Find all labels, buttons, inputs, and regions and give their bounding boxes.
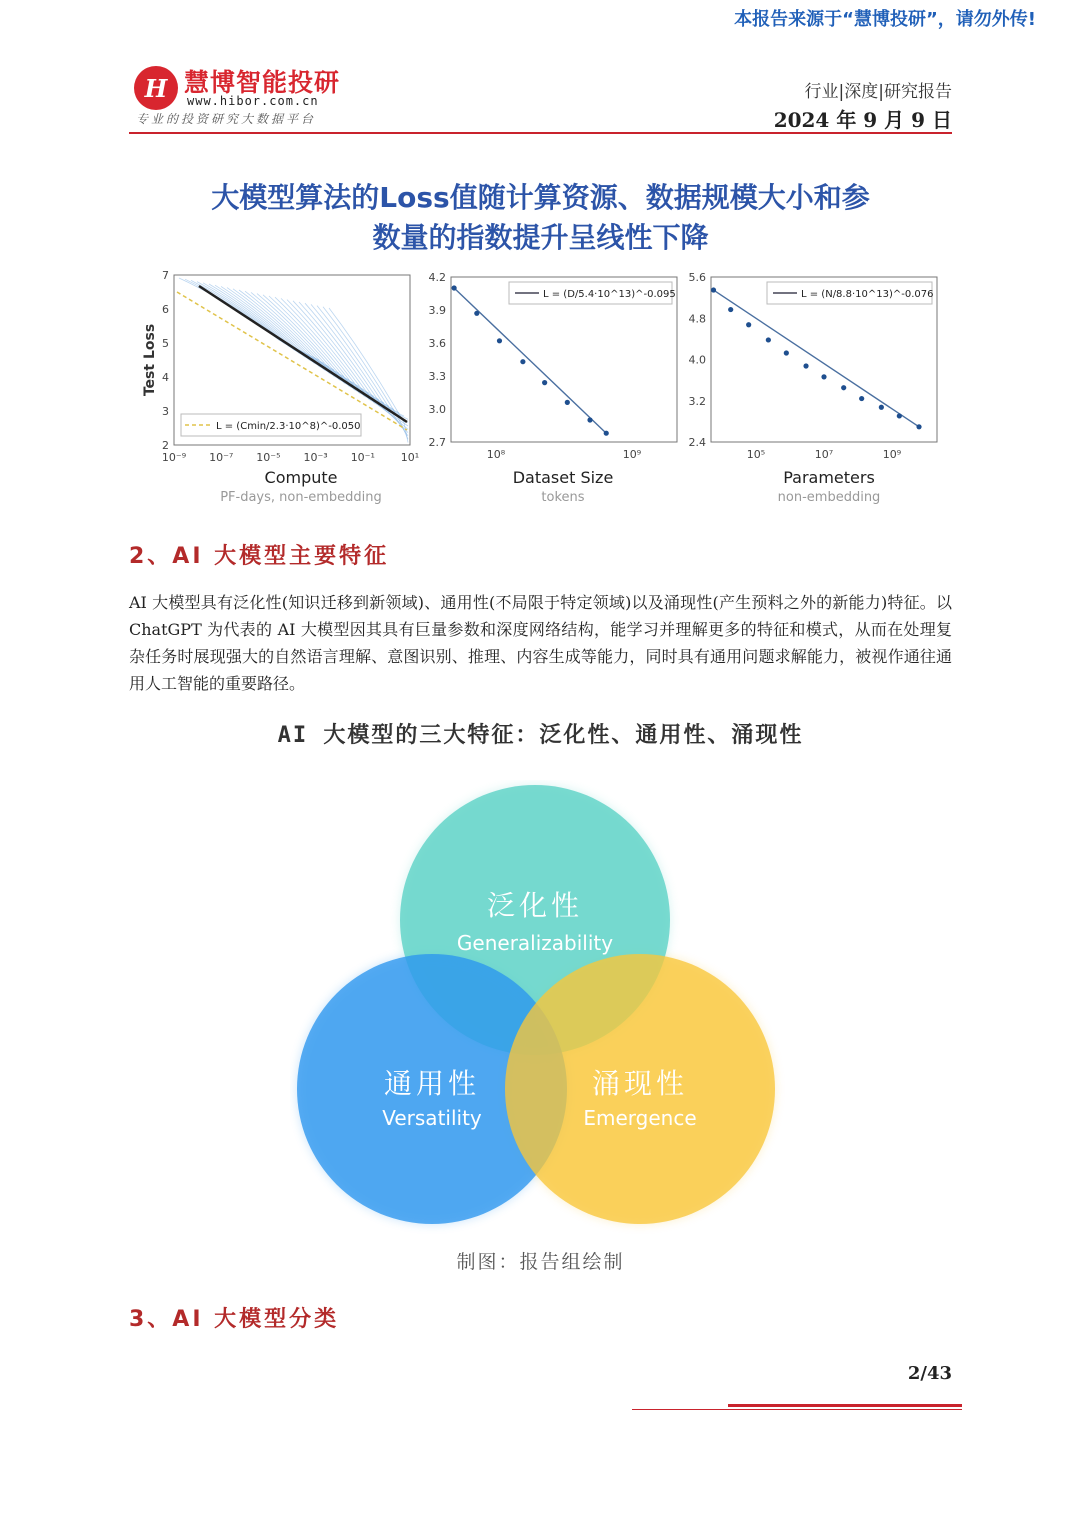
logo-name: 慧博智能投研 xyxy=(184,68,341,97)
panel-compute-xlabel: Compute xyxy=(264,468,338,487)
panel-params-point xyxy=(821,374,826,379)
panel-params-point xyxy=(746,322,751,327)
venn-caption: 制图：报告组绘制 xyxy=(456,1251,625,1273)
panel-dataset-point xyxy=(542,380,547,385)
venn-label-generalizability-zh: 泛化性 xyxy=(486,889,584,922)
panel-compute xyxy=(142,269,419,505)
panel-params-ytick: 3.2 xyxy=(688,394,706,408)
panel-dataset-xtick: 10⁸ xyxy=(486,448,506,461)
panel-dataset-ytick: 3.9 xyxy=(428,304,446,317)
venn-label-versatility-en: Versatility xyxy=(382,1106,482,1130)
panel-compute-ytick: 4 xyxy=(162,371,169,384)
panel-compute-ytick: 2 xyxy=(162,439,169,452)
panel-dataset-xticks xyxy=(487,448,641,461)
panel-compute-xtick: 10⁻¹ xyxy=(350,451,375,464)
panel-compute-legend: L = (Cmin/2.3·10^8)^-0.050 xyxy=(216,421,361,432)
panel-compute-yticks xyxy=(162,269,169,452)
panel-compute-ytick: 3 xyxy=(162,405,169,418)
panel-dataset-ytick: 4.2 xyxy=(428,271,446,284)
panel-params-xsub: non-embedding xyxy=(777,490,881,505)
panel-params-yticks xyxy=(689,271,707,449)
panel-params-xticks xyxy=(747,448,901,461)
panel-params-point xyxy=(728,307,733,312)
panel-params-point xyxy=(784,350,789,355)
logo-url: www.hibor.com.cn xyxy=(187,94,319,108)
panel-dataset-xsub: tokens xyxy=(541,490,585,505)
panel-params-ytick: 4.8 xyxy=(688,312,706,326)
panel-dataset-ytick: 3.0 xyxy=(428,403,446,416)
logo-slogan: 专业的投资研究大数据平台 xyxy=(136,112,317,126)
panel-dataset-point xyxy=(452,285,457,290)
panel-params-point xyxy=(803,363,808,368)
scaling-law-charts xyxy=(129,262,952,512)
section-2-heading: 2、AI 大模型主要特征 xyxy=(129,544,390,569)
panel-compute-ytick: 5 xyxy=(162,337,169,350)
header-divider xyxy=(129,132,952,134)
panel-dataset-yticks xyxy=(429,271,447,449)
section-3-heading: 3、AI 大模型分类 xyxy=(129,1307,340,1332)
section-2-paragraph: AI 大模型具有泛化性(知识迁移到新领域)、通用性(不局限于特定领域)以及涌现性(产生预料之外的新能力)特征。以 ChatGPT 为代表的 AI 大模型因其具有巨量参数和深度网络结构，能学习并理解更多的特征和模式，从而在处理复杂任务时展现强大的自然语言理解、意图识别、推理、内容生成等能力，同时具有通用问题求解能力，被视作通往通用人工智能的重要路径。 xyxy=(129,593,952,693)
figure-title-line1: 大模型算法的Loss值随计算资源、数据规模大小和参 xyxy=(211,181,870,214)
panel-params-xlabel: Parameters xyxy=(783,468,875,487)
venn-label-versatility-zh: 通用性 xyxy=(383,1067,481,1100)
panel-params-xtick: 10⁷ xyxy=(814,448,834,461)
panel-dataset-point xyxy=(497,338,502,343)
panel-params-ytick: 5.6 xyxy=(688,271,706,284)
panel-dataset-legend: L = (D/5.4·10^13)^-0.095 xyxy=(543,289,676,300)
page-number: 2/43 xyxy=(907,1363,952,1384)
panel-dataset-point xyxy=(520,359,525,364)
panel-compute-ytick: 7 xyxy=(162,269,169,282)
panel-params-point xyxy=(766,337,771,342)
panel-compute-xtick: 10¹ xyxy=(400,451,420,464)
panel-dataset-ytick: 2.7 xyxy=(428,436,446,449)
panel-compute-ytick: 6 xyxy=(162,303,169,316)
panel-compute-xtick: 10⁻³ xyxy=(303,451,328,464)
footer-divider-thick xyxy=(728,1404,962,1407)
venn-diagram xyxy=(290,780,790,1235)
panel-dataset-point xyxy=(604,431,609,436)
figure-title xyxy=(129,178,952,258)
panel-compute-xtick: 10⁻⁵ xyxy=(256,451,281,464)
figure-title-line2: 数量的指数提升呈线性下降 xyxy=(372,221,709,254)
panel-dataset-point xyxy=(565,400,570,405)
panel-compute-xsub: PF-days, non-embedding xyxy=(220,490,382,505)
footer-divider-thin xyxy=(632,1409,962,1410)
panel-params-xtick: 10⁵ xyxy=(746,448,766,461)
source-notice: 本报告来源于“慧博投研”，请勿外传! xyxy=(734,9,1036,30)
panel-params-point xyxy=(859,396,864,401)
panel-params-point xyxy=(916,424,921,429)
panel-dataset-xtick: 10⁹ xyxy=(622,448,642,461)
report-date: 2024 年 9 月 9 日 xyxy=(773,108,952,132)
panel-params xyxy=(689,271,938,505)
panel-dataset-point xyxy=(587,417,592,422)
panel-compute-ylabel: Test Loss xyxy=(142,323,158,397)
panel-params-point xyxy=(879,405,884,410)
panel-params-legend: L = (N/8.8·10^13)^-0.076 xyxy=(801,289,934,300)
venn-label-emergence-zh: 涌现性 xyxy=(591,1067,689,1100)
panel-params-ytick: 4.0 xyxy=(688,353,706,367)
panel-compute-xticks xyxy=(162,451,419,464)
panel-dataset-point xyxy=(474,311,479,316)
panel-compute-xtick: 10⁻⁹ xyxy=(161,451,187,464)
panel-compute-xtick: 10⁻⁷ xyxy=(209,451,234,464)
panel-params-ytick: 2.4 xyxy=(688,436,706,449)
venn-label-generalizability-en: Generalizability xyxy=(456,931,614,955)
panel-dataset xyxy=(429,271,678,505)
report-type: 行业|深度|研究报告 xyxy=(804,82,952,102)
panel-dataset-ytick: 3.3 xyxy=(428,370,446,383)
panel-dataset-ytick: 3.6 xyxy=(428,337,446,350)
panel-params-xtick: 10⁹ xyxy=(882,448,902,461)
panel-params-point xyxy=(841,385,846,390)
venn-title: AI 大模型的三大特征：泛化性、通用性、涌现性 xyxy=(277,723,804,748)
panel-dataset-xlabel: Dataset Size xyxy=(512,468,614,487)
hibor-logo-icon: H xyxy=(134,66,178,110)
panel-params-point xyxy=(711,287,716,292)
panel-params-point xyxy=(897,413,902,418)
venn-label-emergence-en: Emergence xyxy=(583,1106,697,1130)
